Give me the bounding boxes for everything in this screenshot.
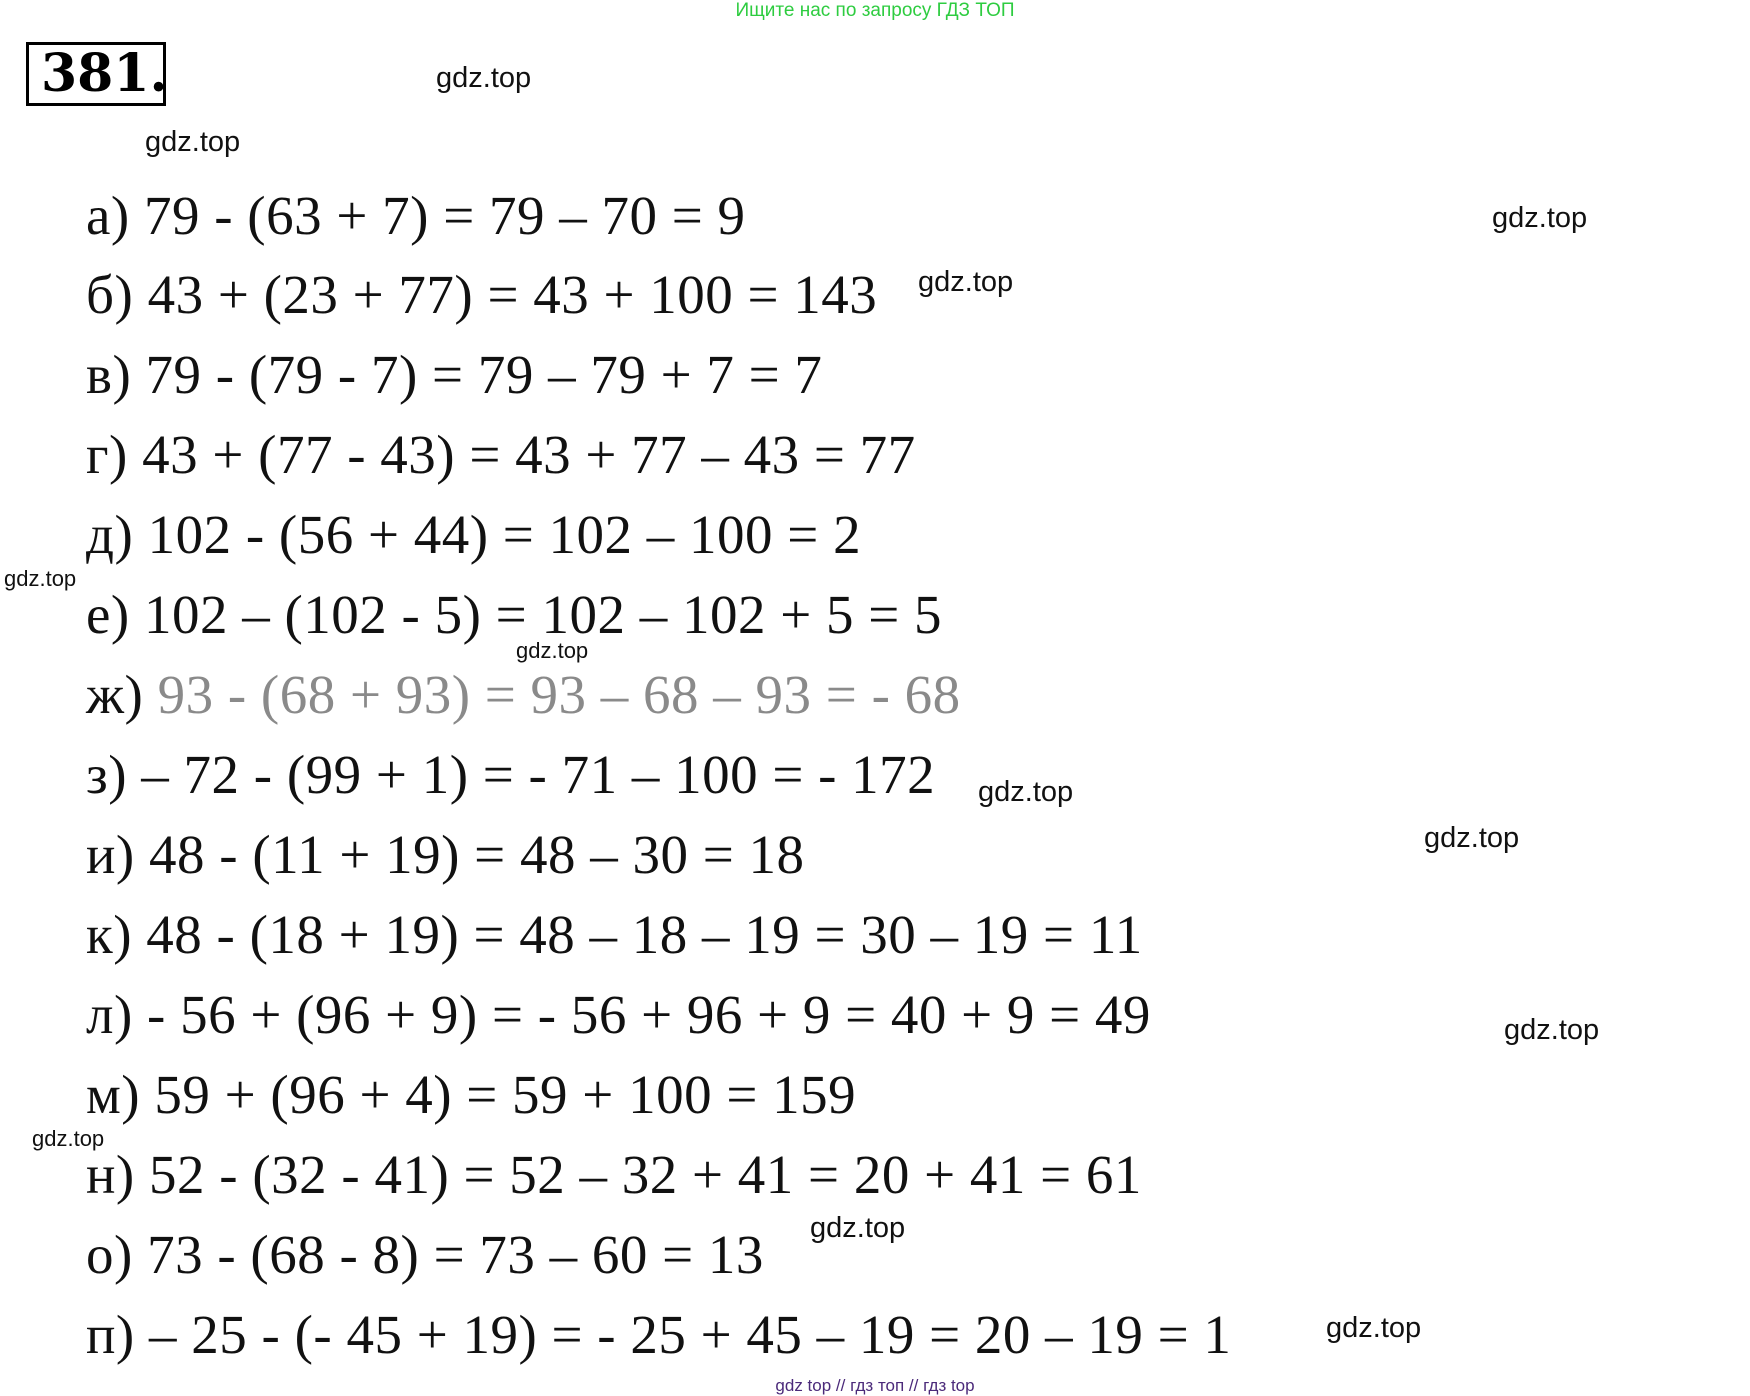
equation-label: н) — [86, 1144, 135, 1205]
equation-text: - 56 + (96 + 9) = - 56 + 96 + 9 = 40 + 9 = 49 — [147, 984, 1151, 1045]
watermark: gdz.top — [145, 126, 241, 158]
equation-text: 79 - (79 - 7) = 79 – 79 + 7 = 7 — [145, 344, 823, 405]
task-number: 381. — [26, 42, 166, 106]
watermark: gdz.top — [516, 638, 589, 663]
equation-row-e — [86, 585, 942, 645]
equation-label: г) — [86, 424, 128, 485]
equation-row-z — [86, 745, 935, 805]
equation-row-m — [86, 1065, 856, 1125]
equation-text: 73 - (68 - 8) = 73 – 60 = 13 — [147, 1224, 764, 1285]
watermark: gdz.top — [32, 1126, 105, 1151]
equation-label: и) — [86, 824, 135, 885]
watermark: gdz.top — [1504, 1014, 1600, 1046]
equation-text: – 25 - (- 45 + 19) = - 25 + 45 – 19 = 20 – 19 = 1 — [149, 1304, 1232, 1365]
equation-label: п) — [86, 1304, 135, 1365]
equation-label: л) — [86, 984, 133, 1045]
equation-label: д) — [86, 504, 134, 565]
equation-text: 48 - (18 + 19) = 48 – 18 – 19 = 30 – 19 = 11 — [146, 904, 1143, 965]
equation-label: к) — [86, 904, 133, 965]
equation-text: 43 + (23 + 77) = 43 + 100 = 143 — [147, 264, 878, 325]
equation-label: з) — [86, 744, 128, 805]
equation-label: в) — [86, 344, 132, 405]
equation-row-d — [86, 505, 861, 565]
equation-row-b — [86, 265, 877, 325]
equation-text: 52 - (32 - 41) = 52 – 32 + 41 = 20 + 41 = 61 — [149, 1144, 1142, 1205]
footer-watermark: gdz top // гдз топ // гдз top — [775, 1376, 975, 1395]
equation-label: б) — [86, 264, 134, 325]
search-banner: Ищите нас по запросу ГДЗ ТОП — [735, 0, 1015, 21]
equation-row-zh — [86, 665, 961, 725]
equation-text: 79 - (63 + 7) = 79 – 70 = 9 — [143, 185, 746, 246]
equation-label: ж) — [86, 664, 144, 725]
watermark: gdz.top — [1492, 202, 1588, 234]
equation-label: м) — [86, 1064, 141, 1125]
equation-row-i — [86, 825, 804, 885]
equation-label: о) — [86, 1224, 133, 1285]
equation-row-a — [86, 186, 746, 246]
equation-text: 102 – (102 - 5) = 102 – 102 + 5 = 5 — [143, 584, 942, 645]
watermark: gdz.top — [918, 266, 1014, 298]
watermark: gdz.top — [1326, 1312, 1422, 1344]
equation-row-v — [86, 345, 822, 405]
watermark: gdz.top — [978, 776, 1074, 808]
equation-text: 59 + (96 + 4) = 59 + 100 = 159 — [154, 1064, 857, 1125]
equation-row-o — [86, 1225, 764, 1285]
equation-row-p — [86, 1305, 1231, 1365]
equation-text: 48 - (11 + 19) = 48 – 30 = 18 — [149, 824, 805, 885]
watermark: gdz.top — [4, 566, 77, 591]
equation-row-g — [86, 425, 916, 485]
equation-label: е) — [86, 584, 130, 645]
equation-text: 102 - (56 + 44) = 102 – 100 = 2 — [147, 504, 862, 565]
equation-text: – 72 - (99 + 1) = - 71 – 100 = - 172 — [141, 744, 936, 805]
equation-row-l — [86, 985, 1151, 1045]
watermark: gdz.top — [810, 1212, 906, 1244]
equation-row-n — [86, 1145, 1142, 1205]
equation-text: 93 - (68 + 93) = 93 – 68 – 93 = - 68 — [157, 664, 961, 725]
watermark: gdz.top — [436, 62, 532, 94]
equation-row-k — [86, 905, 1143, 965]
watermark: gdz.top — [1424, 822, 1520, 854]
equation-text: 43 + (77 - 43) = 43 + 77 – 43 = 77 — [142, 424, 916, 485]
equation-label: а) — [86, 185, 130, 246]
